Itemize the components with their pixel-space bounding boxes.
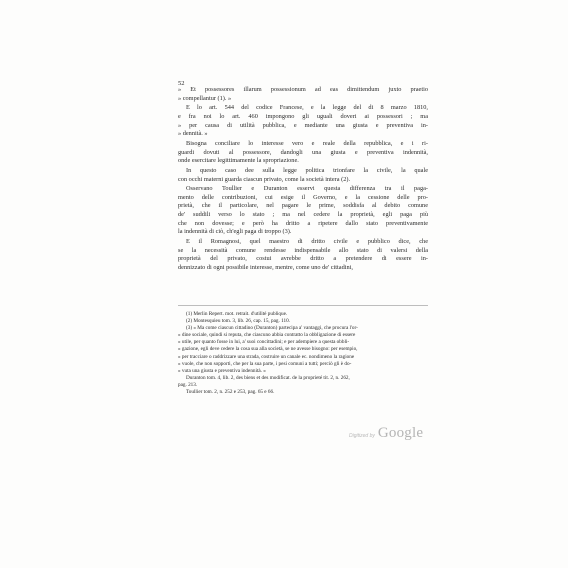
- text-line: onde esercitare legittimamente la spropriazione.: [178, 157, 299, 165]
- footnote-line: » gazione, egli deve cedere la cosa sua alla società, se ne avesse bisogno: per esempio,: [178, 346, 358, 353]
- paragraph: [178, 86, 428, 103]
- google-watermark: [349, 425, 423, 442]
- footnote-line: » vuole, che non sopporti, che per la sua parte, i pesi comuni a tutti; perciò gli è do-: [178, 360, 352, 367]
- text-line: » per causa di utilità pubblica, e mediante una giusta e preventiva in-: [178, 121, 428, 129]
- text-line: proprietà del privato, costui avrebbe dritto a pretendere di essere in-: [178, 255, 428, 263]
- paragraph: [178, 238, 428, 272]
- footnote-divider: [178, 305, 428, 306]
- footnote-line: » utile, per quanto fosse in lui, a' suoi concittadini; e per adempiere a questa obbli-: [178, 339, 350, 346]
- paragraph: [178, 140, 428, 166]
- text-line: e fra noi lo art. 460 impongono gli uguali doveri ai possessori ; ma: [178, 112, 428, 120]
- text-line: de' suddili verso lo stato ; ma nel cedere la proprietà, egli paga più: [178, 211, 428, 219]
- watermark-prefix: Digitized by: [349, 433, 375, 439]
- footnote-line: » dine sociale, quindi si reputa, che ciascuno abbia contratto la obbligazione di essere: [178, 332, 356, 339]
- text-line: E lo art. 544 del codice Francese, e la legge del di 8 marzo 1810,: [186, 104, 428, 112]
- text-line: » Et possessores illarum possessionum ad eas dimittendum juxto praetio: [178, 86, 428, 93]
- text-line: che non dovesse; e però ha dritto a ripetere dallo stato preventivamente: [178, 219, 428, 227]
- text-line: prietà, che il particolare, nel pagare le prime, soddisfa al debito comune: [178, 202, 428, 210]
- footnote-line: » vuta una giusta e preventiva indennità. »: [178, 367, 266, 374]
- footnote-line: Toullier tom. 2, n. 252 e 253, pag. 65 e 66.: [186, 389, 275, 396]
- text-line: se la necessità comune rendesse indispensabile allo stato di valersi della: [178, 246, 428, 254]
- footnote-line: (1) Merlin Repert. mot. retrait. d'utilité publique.: [186, 311, 288, 317]
- text-line: dennizzato di ogni possibile interesse, mentre, come uno de' cittadini,: [178, 263, 353, 271]
- footnote-line: (3) » Ma come ciascun cittadino (Duranton) partecipa a' vantaggi, che procura l'or-: [186, 325, 358, 332]
- google-logo: Google: [377, 425, 424, 441]
- text-line: Bisogna conciliare lo interesse vero e reale della repubblica, e i ri-: [186, 139, 428, 147]
- text-line: Osservano Toullier e Duranton esservi questa differenza tra il paga-: [186, 185, 428, 193]
- footnote-line: » per tracciare o raddrizzare una strada, costruire un canale ec. nondimeno la ragione: [178, 353, 355, 360]
- text-line: » dennità. »: [178, 130, 208, 138]
- body-text: [178, 86, 428, 274]
- text-line: la indennità di ciò, ch'egli paga di troppo (3).: [178, 228, 292, 236]
- text-line: » compellantur (1). »: [178, 94, 232, 102]
- paragraph: [178, 104, 428, 138]
- page-number: 52: [178, 80, 185, 87]
- text-line: mento delle contribuzioni, cui esige il Governo, e la cessione delle pro-: [178, 193, 428, 201]
- text-line: guardi dovuti al possessore, dandogli una giusta e preventiva indennità,: [178, 148, 428, 156]
- text-line: con occhi materni guarda ciascun privato, come la società intera (2).: [178, 175, 351, 183]
- paragraph: [178, 167, 428, 184]
- footnote-line: Duranton tom. 4, lib. 2, des biens et des modificat. de la proprieté tit. 2, n. 262,: [186, 374, 350, 381]
- text-line: E il Romagnosi, quel maestro di dritto civile e pubblico dice, che: [186, 238, 428, 246]
- footnote-line: pag. 213.: [178, 381, 198, 388]
- footnote-line: (2) Montesquieu tom. 3, lib. 26, cap. 15, pag. 110.: [186, 318, 290, 325]
- paragraph: [178, 185, 428, 237]
- footnotes: [178, 311, 428, 396]
- text-line: In questo caso dee sulla legge politica trionfare la civile, la quale: [186, 166, 428, 174]
